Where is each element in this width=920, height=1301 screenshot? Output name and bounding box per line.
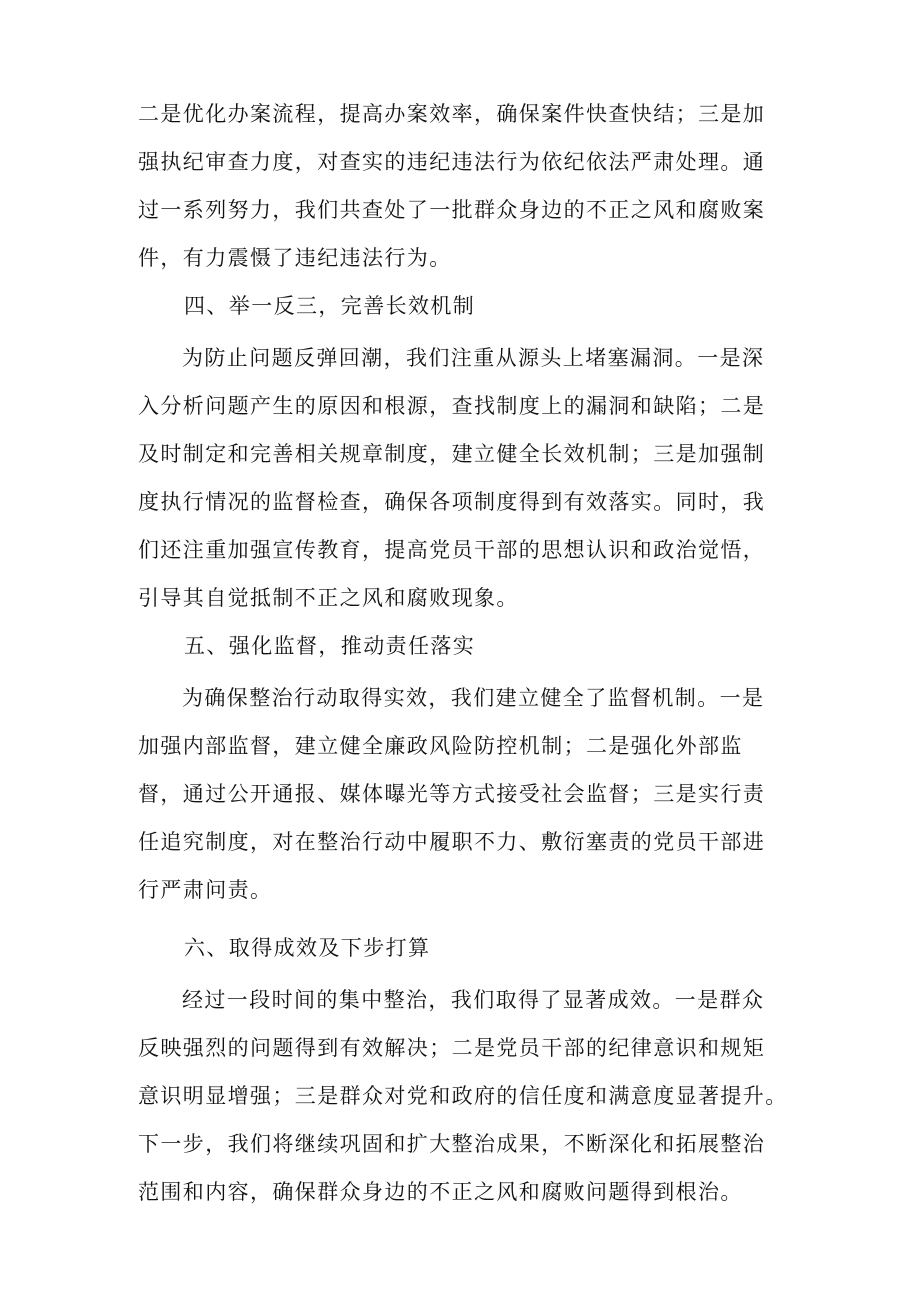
section-heading-6: 六、取得成效及下步打算 — [184, 936, 431, 960]
text-line: 及时制定和完善相关规章制度，建立健全长效机制；三是加强制 — [138, 442, 766, 466]
section-heading-4: 四、举一反三，完善长效机制 — [184, 294, 476, 318]
text-line: 为确保整治行动取得实效，我们建立健全了监督机制。一是 — [182, 686, 765, 710]
paragraph-section-4 — [138, 334, 788, 622]
text-line: 入分析问题产生的原因和根源，查找制度上的漏洞和缺陷；二是 — [138, 394, 766, 418]
paragraph-section-6 — [138, 976, 788, 1216]
paragraph-intro — [138, 90, 788, 282]
document-page — [138, 90, 788, 1216]
text-line: 加强内部监督，建立健全廉政风险防控机制；二是强化外部监 — [138, 734, 743, 758]
text-line: 们还注重加强宣传教育，提高党员干部的思想认识和政治觉悟， — [138, 538, 766, 562]
text-line: 过一系列努力，我们共查处了一批群众身边的不正之风和腐败案 — [138, 198, 766, 222]
text-line: 下一步，我们将继续巩固和扩大整治成果，不断深化和拓展整治 — [138, 1132, 766, 1156]
text-line: 为防止问题反弹回潮，我们注重从源头上堵塞漏洞。一是深 — [182, 346, 765, 370]
section-heading-5: 五、强化监督，推动责任落实 — [184, 634, 476, 658]
paragraph-section-5 — [138, 674, 788, 914]
text-line: 强执纪审查力度，对查实的违纪违法行为依纪依法严肃处理。通 — [138, 150, 766, 174]
text-line: 经过一段时间的集中整治，我们取得了显著成效。一是群众 — [182, 988, 765, 1012]
text-line: 意识明显增强；三是群众对党和政府的信任度和满意度显著提升。 — [138, 1084, 788, 1108]
text-line: 引导其自觉抵制不正之风和腐败现象。 — [138, 586, 519, 610]
text-line: 督，通过公开通报、媒体曝光等方式接受社会监督；三是实行责 — [138, 782, 766, 806]
text-line: 反映强烈的问题得到有效解决；二是党员干部的纪律意识和规矩 — [138, 1036, 766, 1060]
text-line: 行严肃问责。 — [138, 878, 273, 902]
text-line: 件，有力震慑了违纪违法行为。 — [138, 246, 452, 270]
text-line: 度执行情况的监督检查，确保各项制度得到有效落实。同时，我 — [138, 490, 766, 514]
text-line: 二是优化办案流程，提高办案效率，确保案件快查快结；三是加 — [138, 102, 766, 126]
text-line: 任追究制度，对在整治行动中履职不力、敷衍塞责的党员干部进 — [138, 830, 766, 854]
text-line: 范围和内容，确保群众身边的不正之风和腐败问题得到根治。 — [138, 1180, 743, 1204]
